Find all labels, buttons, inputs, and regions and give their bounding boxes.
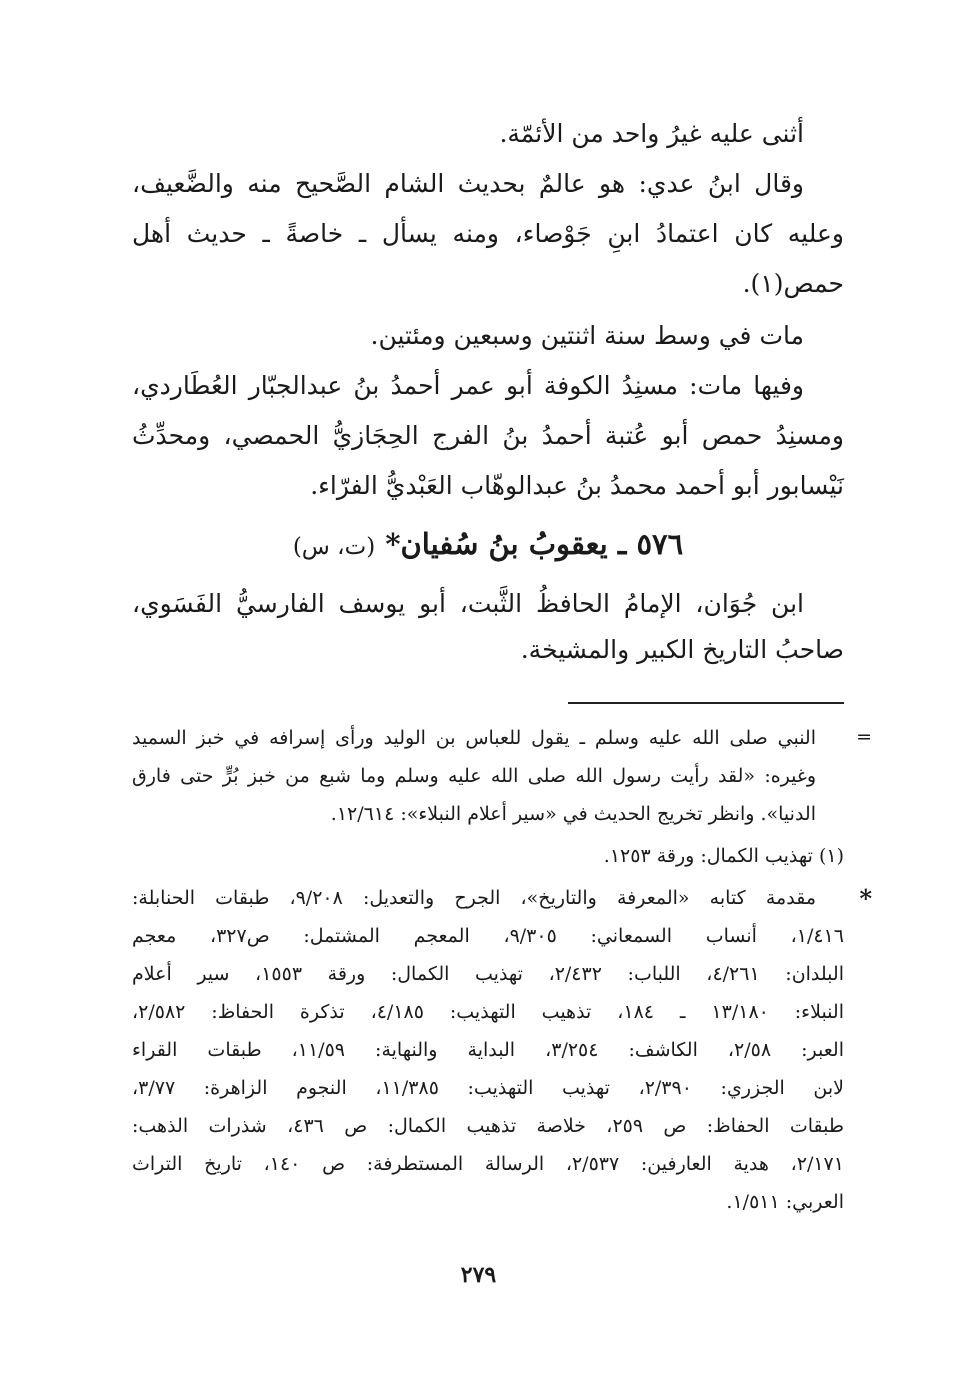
body-line: وفيها مات: مسنِدُ الكوفة أبو عمر أحمدُ بنُ عبدالجبّار العُطَاردي، bbox=[132, 371, 804, 400]
footnote-star-line: العبر: ٢/٥٨، الكاشف: ٣/٢٥٤، البداية والنهاية: ١١/٥٩، طبقات القراء bbox=[132, 1039, 844, 1061]
entry-dash: ـ bbox=[617, 527, 627, 561]
page-number: ٢٧٩ bbox=[460, 1262, 497, 1288]
footnote-star-line: ٢/١٧١، هدية العارفين: ٢/٥٣٧، الرسالة المستطرفة: ص ١٤٠، تاريخ التراث bbox=[132, 1153, 844, 1175]
entry-line: صاحبُ التاريخ الكبير والمشيخة. bbox=[520, 635, 844, 664]
footnote-star-line: طبقات الحفاظ: ص ٢٥٩، خلاصة تذهيب الكمال: ص ٤٣٦، شذرات الذهب: bbox=[132, 1115, 844, 1137]
entry-heading bbox=[132, 520, 844, 571]
footnote-separator bbox=[568, 702, 844, 704]
continuation-marker: = bbox=[856, 726, 872, 748]
footnote-star-line: النبلاء: ١٣/١٨٠ ـ ١٨٤، تذهيب التهذيب: ٤/١٨٥، تذكرة الحفاظ: ٢/٥٨٢، bbox=[132, 1001, 844, 1023]
body-line: وعليه كان اعتمادُ ابنِ جَوْصاء، ومنه يسأل ـ خاصةً ـ حديث أهل bbox=[132, 219, 844, 248]
body-line: أثنى عليه غيرُ واحد من الأئمّة. bbox=[499, 119, 804, 148]
footnote-1: (١) تهذيب الكمال: ورقة ١٢٥٣. bbox=[603, 845, 844, 867]
body-line: ومسنِدُ حمص أبو عُتبة أحمدُ بنُ الفرج الحِجَازيُّ الحمصي، ومحدِّثُ bbox=[132, 421, 844, 450]
footnote-star-line: البلدان: ٤/٢٦١، اللباب: ٢/٤٣٢، تهذيب الكمال: ورقة ١٥٥٣، سير أعلام bbox=[132, 963, 844, 985]
footnote-star-line: ١/٤١٦، أنساب السمعاني: ٩/٣٠٥، المعجم المشتمل: ص٣٢٧، معجم bbox=[132, 925, 844, 947]
footnote-line: وغيره: «لقد رأيت رسول الله صلى الله عليه وسلم وما شبع من خبز بُرٍّ حتى فارق bbox=[132, 765, 816, 787]
body-line: وقال ابنُ عدي: هو عالمٌ بحديث الشام الصَّحيح منه والضَّعيف، bbox=[132, 169, 804, 198]
entry-line: ابن جُوَان، الإمامُ الحافظُ الثَّبت، أبو يوسف الفارسيُّ الفَسَوي، bbox=[132, 589, 804, 618]
footnote-star-line: مقدمة كتابه «المعرفة والتاريخ»، الجرح والتعديل: ٩/٢٠٨، طبقات الحنابلة: bbox=[132, 887, 816, 909]
footnote-line: الدنيا». وانظر تخريج الحديث في «سير أعلام النبلاء»: ١٢/٦١٤. bbox=[330, 803, 816, 825]
body-line: نَيْسابور أبو أحمد محمدُ بنُ عبدالوهّاب العَبْديُّ الفرّاء. bbox=[310, 471, 844, 500]
body-line: مات في وسط سنة اثنتين وسبعين ومئتين. bbox=[370, 321, 804, 350]
footnote-star-line: لابن الجزري: ٢/٣٩٠، تهذيب التهذيب: ١١/٣٨٥، النجوم الزاهرة: ٣/٧٧، bbox=[132, 1077, 845, 1099]
body-line: حمص(١). bbox=[742, 269, 844, 298]
entry-name: يعقوبُ بنُ سُفيان* bbox=[385, 527, 608, 561]
footnote-star-line: العربي: ١/٥١١. bbox=[726, 1191, 844, 1213]
footnote-line: النبي صلى الله عليه وسلم ـ يقول للعباس بن الوليد ورأى إسرافه في خبز السميد bbox=[132, 727, 816, 749]
star-marker: * bbox=[859, 884, 872, 913]
entry-sigla: (ت، س) bbox=[292, 534, 376, 560]
entry-number: ٥٧٦ bbox=[636, 527, 684, 561]
